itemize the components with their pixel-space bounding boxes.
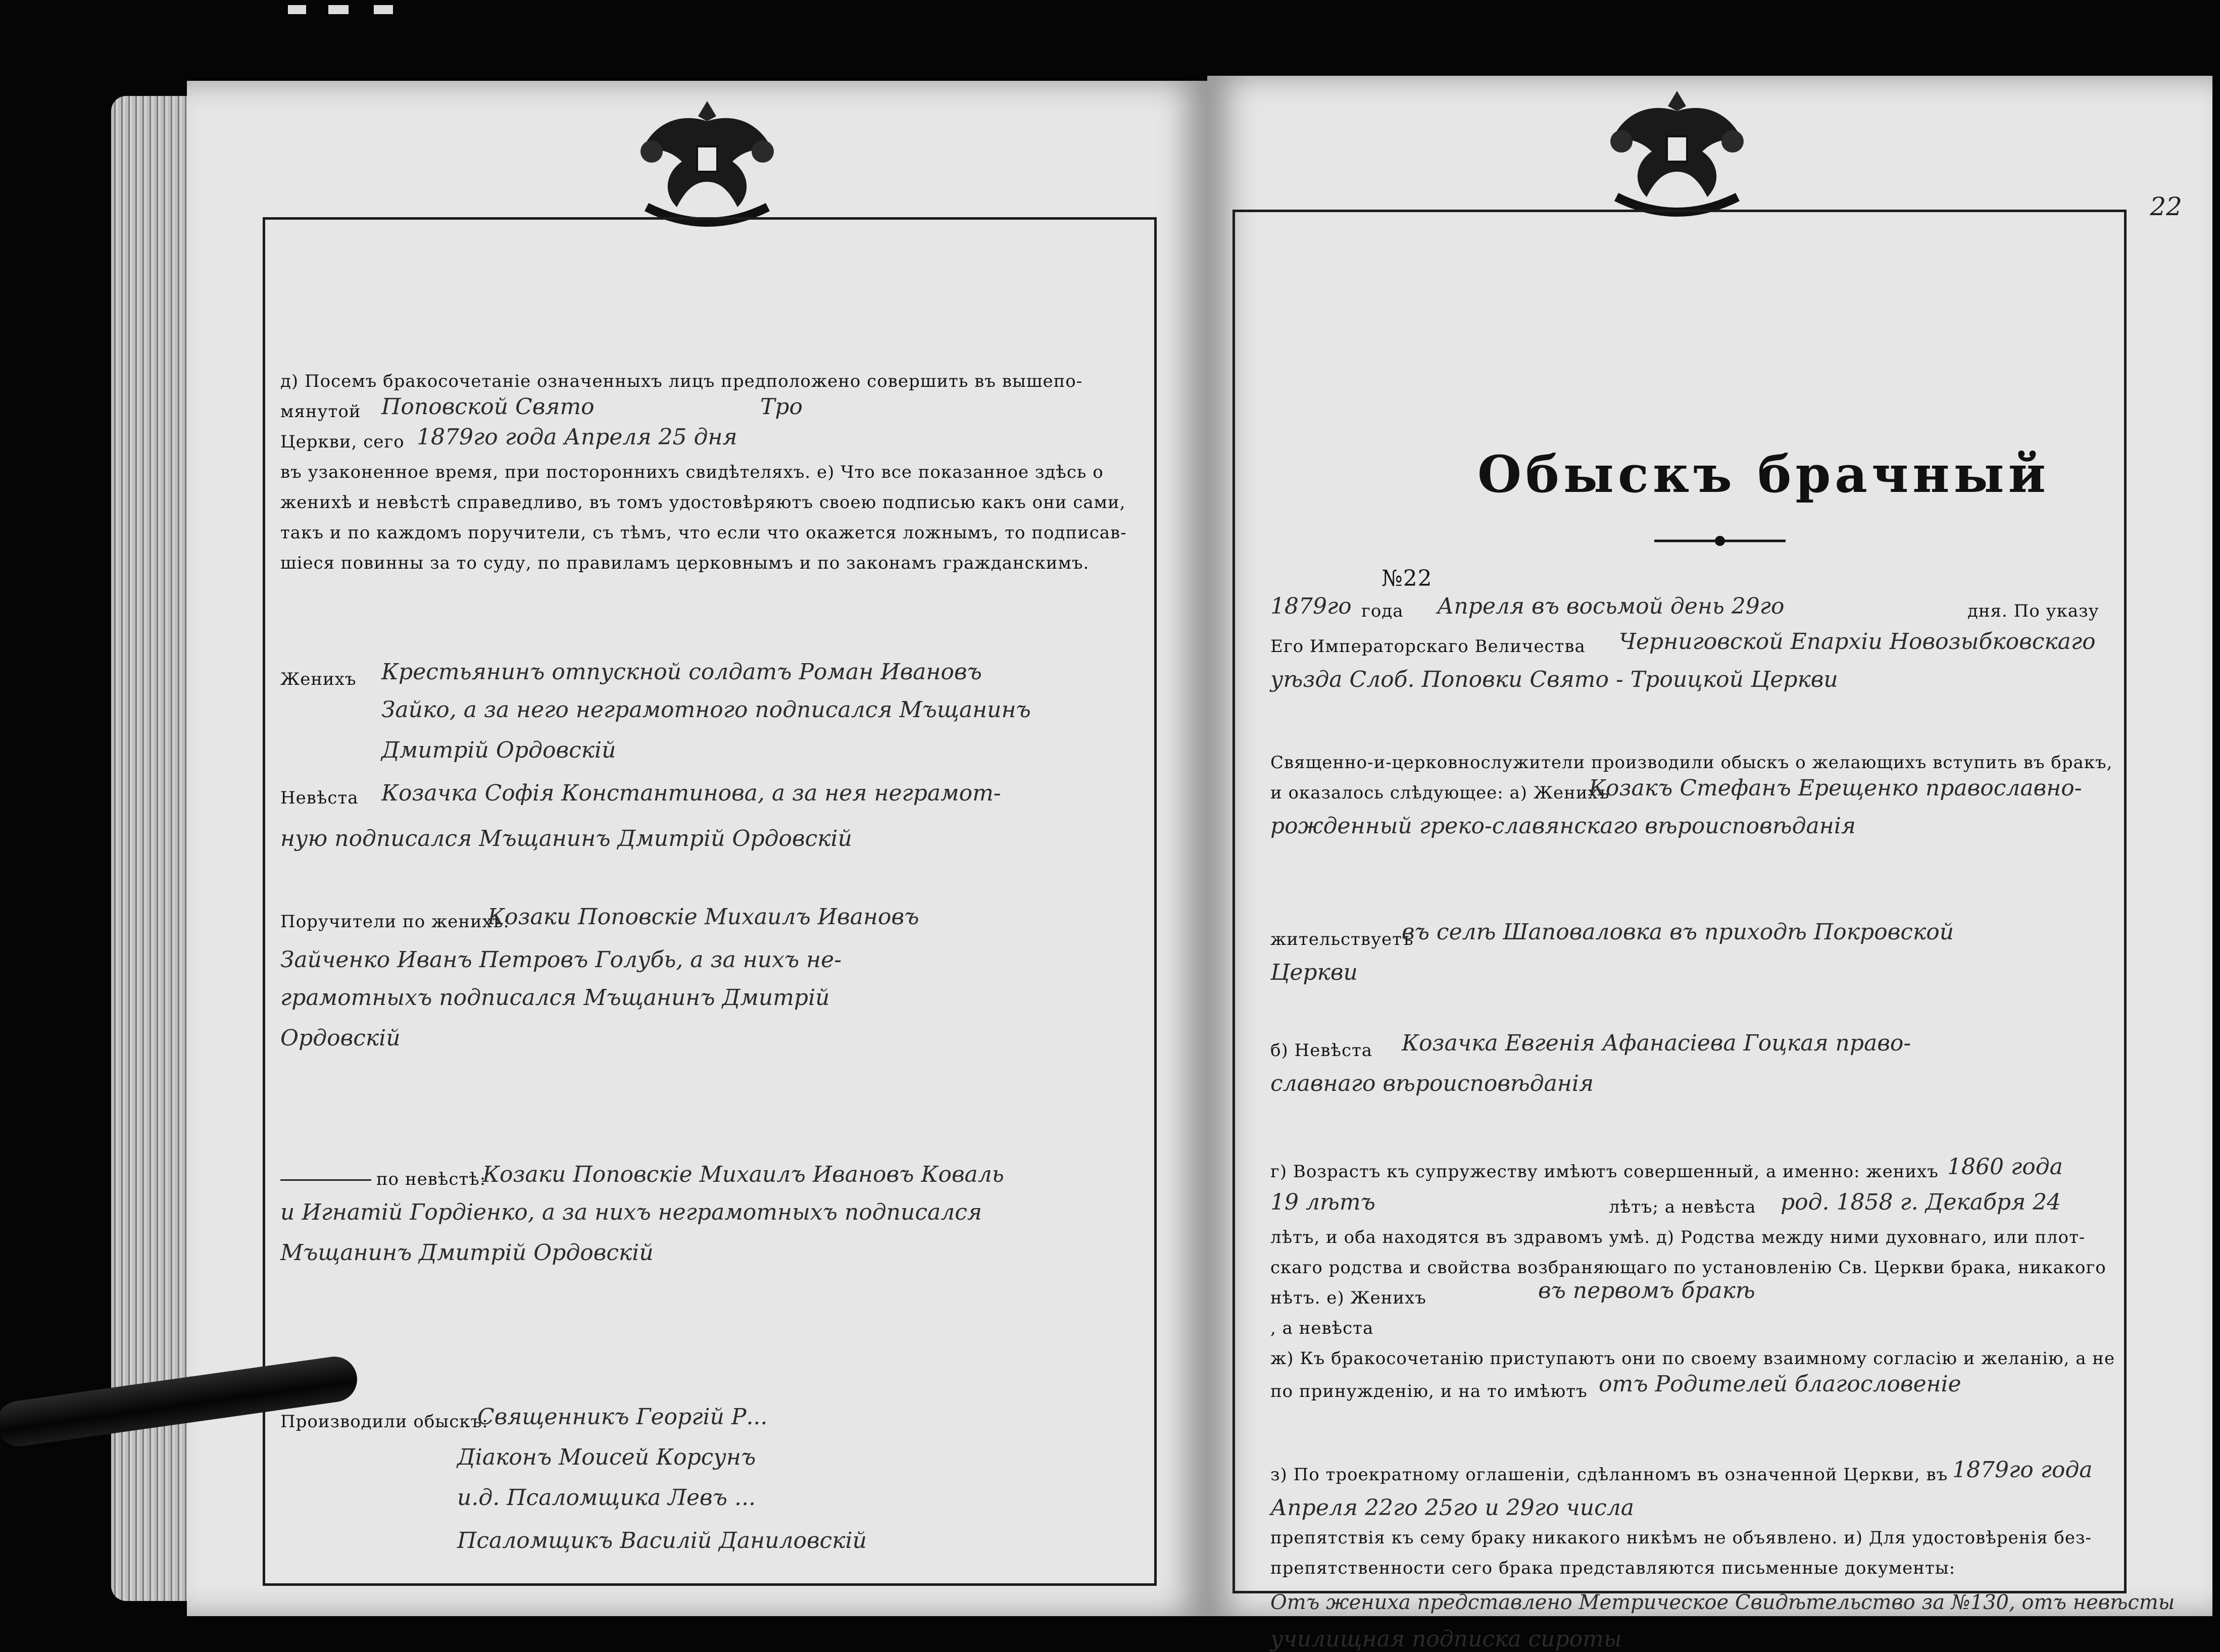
text-line: з) По троекратному оглашенiи, сдѣланномъ въ означенной Церкви, въ	[1270, 1465, 1948, 1485]
bride-sureties-entry: Мъщанинъ Дмитрiй Ордовскiй	[280, 1240, 654, 1266]
hw-diocese: Черниговской Епархiи Новозыбковскаго	[1619, 629, 2096, 655]
bride-entry: ную подписался Мъщанинъ Дмитрiй Ордовскiй	[280, 826, 852, 852]
hw-documents2: училищная подписка сироты	[1270, 1626, 1622, 1652]
scan-mark	[374, 5, 393, 14]
bride-sureties-entry: Козаки Поповскiе Михаилъ Ивановъ Коваль	[482, 1162, 1004, 1187]
hw-groom-age: 1860 года	[1947, 1154, 2063, 1180]
hw-residence: въ селѣ Шаповаловка въ приходѣ Покровской	[1402, 919, 1954, 945]
text-line: нѣтъ. е) Женихъ	[1270, 1288, 1426, 1308]
text-line: и оказалось слѣдующее: а) Женихъ	[1270, 783, 1610, 803]
text-line: дня. По указу	[1967, 601, 2099, 621]
title-ornament	[1654, 535, 1786, 546]
investigator-signature: и.д. Псаломщика Левъ ...	[457, 1485, 756, 1511]
section-d-line: шiеся повинны за то суду, по правиламъ церковнымъ и по законамъ гражданскимъ.	[280, 553, 1090, 573]
scan-mark	[328, 5, 349, 14]
text-line: препятственности сего брака представляются письменные документы:	[1270, 1558, 1956, 1578]
groom-sureties-label: Поручители по женихѣ:	[280, 912, 510, 932]
hw-consent: отъ Родителей благословенiе	[1599, 1371, 1961, 1397]
bride-sureties-entry: и Игнатiй Гордiенко, а за нихъ неграмотныхъ подписался	[280, 1199, 982, 1225]
groom-sureties-entry: Ордовскiй	[280, 1025, 401, 1051]
page-title: Обыскъ брачный	[1477, 444, 2050, 504]
section-d-line: Церкви, сего	[280, 432, 405, 452]
groom-sureties-entry: Зайченко Иванъ Петровъ Голубь, а за нихъ не-	[280, 947, 842, 973]
text-line: по принужденiю, и на то имѣютъ	[1270, 1381, 1588, 1401]
investigator-signature: Священникъ Георгiй Р...	[477, 1404, 768, 1430]
hw-church2: Тро	[760, 394, 803, 420]
groom-sureties-entry: грамотныхъ подписался Мъщанинъ Дмитрiй	[280, 985, 830, 1011]
bride-entry: Козачка Софiя Константинова, а за нея неграмот-	[381, 780, 1001, 806]
text-line: г) Возрастъ къ супружеству имѣютъ совершенный, а именно: женихъ	[1270, 1162, 1939, 1182]
section-d-line: въ узаконенное время, при постороннихъ свидѣтеляхъ. е) Что все показанное здѣсь о	[280, 462, 1104, 482]
hw-groom-age2: 19 лѣтъ	[1270, 1189, 1375, 1215]
hw-church: Поповской Свято	[381, 394, 595, 420]
text-line: года	[1361, 601, 1404, 621]
page-frame	[1232, 210, 2175, 1652]
text-line: ж) Къ бракосочетанiю приступаютъ они по своему взаимному согласiю и желанiю, а не	[1270, 1348, 2115, 1369]
section-d-line: мянутой	[280, 402, 361, 422]
hw-residence2: Церкви	[1270, 960, 1358, 985]
text-line: б) Невѣста	[1270, 1040, 1373, 1061]
groom-sureties-entry: Козаки Поповскiе Михаилъ Ивановъ	[487, 904, 919, 930]
hw-first-marriage: въ первомъ бракѣ	[1538, 1278, 1755, 1304]
hw-year: 1879го	[1270, 593, 1352, 619]
hw-month: Апреля въ восьмой день 29го	[1437, 593, 1785, 619]
hw-groom2: рожденный греко-славянскаго вѣроисповѣданiя	[1270, 813, 1856, 839]
hw-date: 1879го года Апреля 25 дня	[417, 424, 737, 450]
text-line: Священно-и-церковнослужители производили обыскъ о желающихъ вступить въ бракъ,	[1270, 753, 2113, 773]
bride-sureties-leader	[280, 1179, 371, 1181]
text-line: препятствiя къ сему браку никакого никѣмъ не объявлено. и) Для удостовѣренiя без-	[1270, 1528, 2092, 1548]
investigator-signature: Псаломщикъ Василiй Даниловскiй	[457, 1528, 867, 1554]
section-d-line: такъ и по каждомъ поручители, съ тѣмъ, что если что окажется ложнымъ, то подписав-	[280, 523, 1127, 543]
groom-label: Женихъ	[280, 669, 357, 689]
section-d-line: женихѣ и невѣстѣ справедливо, въ томъ удостовѣряютъ своею подписью какъ они сами,	[280, 492, 1126, 513]
hw-groom: Козакъ Стефанъ Ерещенко православно-	[1589, 775, 2082, 801]
investigators-label: Производили обыскъ:	[280, 1412, 488, 1432]
hw-bride2: славнаго вѣроисповѣданiя	[1270, 1071, 1594, 1096]
groom-entry: Дмитрiй Ордовскiй	[381, 737, 616, 763]
page-edges	[111, 96, 197, 1601]
scan-mark	[288, 5, 306, 14]
hw-bride-age: род. 1858 г. Декабря 24	[1781, 1189, 2061, 1215]
groom-entry: Зайко, а за него неграмотного подписался Мъщанинъ	[381, 697, 1031, 723]
investigator-signature: Дiаконъ Моисей Корсунъ	[457, 1444, 756, 1470]
hw-ban-year: 1879го года	[1952, 1457, 2093, 1483]
text-line: Его Императорскаго Величества	[1270, 636, 1586, 657]
hw-ban-dates: Апреля 22го 25го и 29го числа	[1270, 1495, 1635, 1521]
text-line: жительствуетъ	[1270, 929, 1414, 949]
page-frame	[263, 217, 1157, 1586]
bride-label: Невѣста	[280, 788, 359, 808]
groom-entry: Крестьянинъ отпускной солдатъ Роман Ивановъ	[381, 659, 982, 685]
right-page	[1207, 76, 2212, 1652]
page-number: 22	[2150, 192, 2182, 221]
hw-parish: уѣзда Слоб. Поповки Свято - Троицкой Церкви	[1270, 667, 1838, 692]
bride-sureties-label: по невѣстѣ:	[376, 1169, 486, 1189]
text-line: лѣтъ; а невѣста	[1609, 1197, 1756, 1217]
open-register-book	[35, 66, 2212, 1652]
hw-bride: Козачка Евгенiя Афанасiева Гоцкая право-	[1402, 1030, 1911, 1056]
text-line: , а невѣста	[1270, 1318, 1374, 1338]
section-d-line: д) Посемъ бракосочетанiе означенныхъ лицъ предположено совершить въ вышепо-	[280, 371, 1083, 391]
record-number: №22	[1382, 566, 1433, 591]
text-line: лѣтъ, и оба находятся въ здравомъ умѣ. д) Родства между ними духовнаго, или плот-	[1270, 1227, 2086, 1247]
hw-documents: Отъ жениха представлено Метрическое Свидѣтельство за №130, отъ невѣсты	[1270, 1591, 2175, 1614]
text-line: скаго родства и свойства возбраняющаго по установленiю Св. Церкви брака, никакого	[1270, 1258, 2106, 1278]
